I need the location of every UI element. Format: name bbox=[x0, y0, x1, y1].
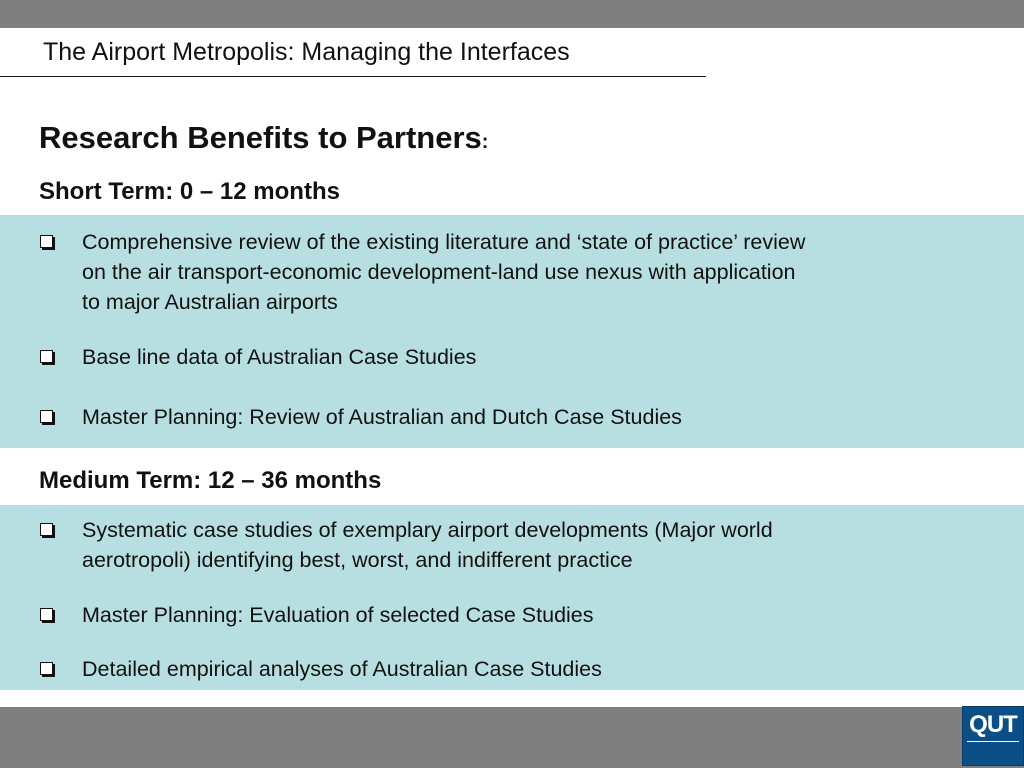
checkbox-bullet-icon bbox=[40, 662, 53, 675]
list-item-line: Systematic case studies of exemplary airport developments (Major world bbox=[82, 518, 773, 542]
section-heading bbox=[39, 120, 488, 156]
checkbox-bullet-icon bbox=[40, 235, 53, 248]
slide-title: The Airport Metropolis: Managing the Interfaces bbox=[43, 38, 570, 66]
list-item-line: on the air transport-economic development-land use nexus with application bbox=[82, 260, 796, 284]
medium-term-heading: Medium Term: 12 – 36 months bbox=[39, 467, 382, 494]
qut-logo bbox=[962, 706, 1024, 766]
checkbox-bullet-icon bbox=[40, 523, 53, 536]
checkbox-bullet-icon bbox=[40, 608, 53, 621]
bottom-bar bbox=[0, 707, 1024, 768]
logo-text: QUT bbox=[969, 711, 1017, 738]
medium-term-panel bbox=[0, 505, 1024, 690]
short-term-panel bbox=[0, 215, 1024, 448]
title-underline bbox=[0, 76, 706, 77]
logo-rule bbox=[967, 741, 1019, 742]
top-bar bbox=[0, 0, 1024, 28]
section-heading-colon: : bbox=[481, 131, 489, 153]
checkbox-bullet-icon bbox=[40, 350, 53, 363]
list-item-line: Detailed empirical analyses of Australian Case Studies bbox=[82, 657, 602, 681]
list-item-line: Master Planning: Review of Australian and Dutch Case Studies bbox=[82, 405, 682, 429]
list-item-line: aerotropoli) identifying best, worst, and indifferent practice bbox=[82, 548, 633, 572]
section-heading-text: Research Benefits to Partners bbox=[39, 120, 482, 155]
short-term-heading: Short Term: 0 – 12 months bbox=[39, 178, 340, 205]
list-item-line: Base line data of Australian Case Studies bbox=[82, 345, 477, 369]
list-item-line: Master Planning: Evaluation of selected Case Studies bbox=[82, 603, 594, 627]
checkbox-bullet-icon bbox=[40, 410, 53, 423]
list-item-line: to major Australian airports bbox=[82, 290, 338, 314]
list-item-line: Comprehensive review of the existing literature and ‘state of practice’ review bbox=[82, 230, 806, 254]
